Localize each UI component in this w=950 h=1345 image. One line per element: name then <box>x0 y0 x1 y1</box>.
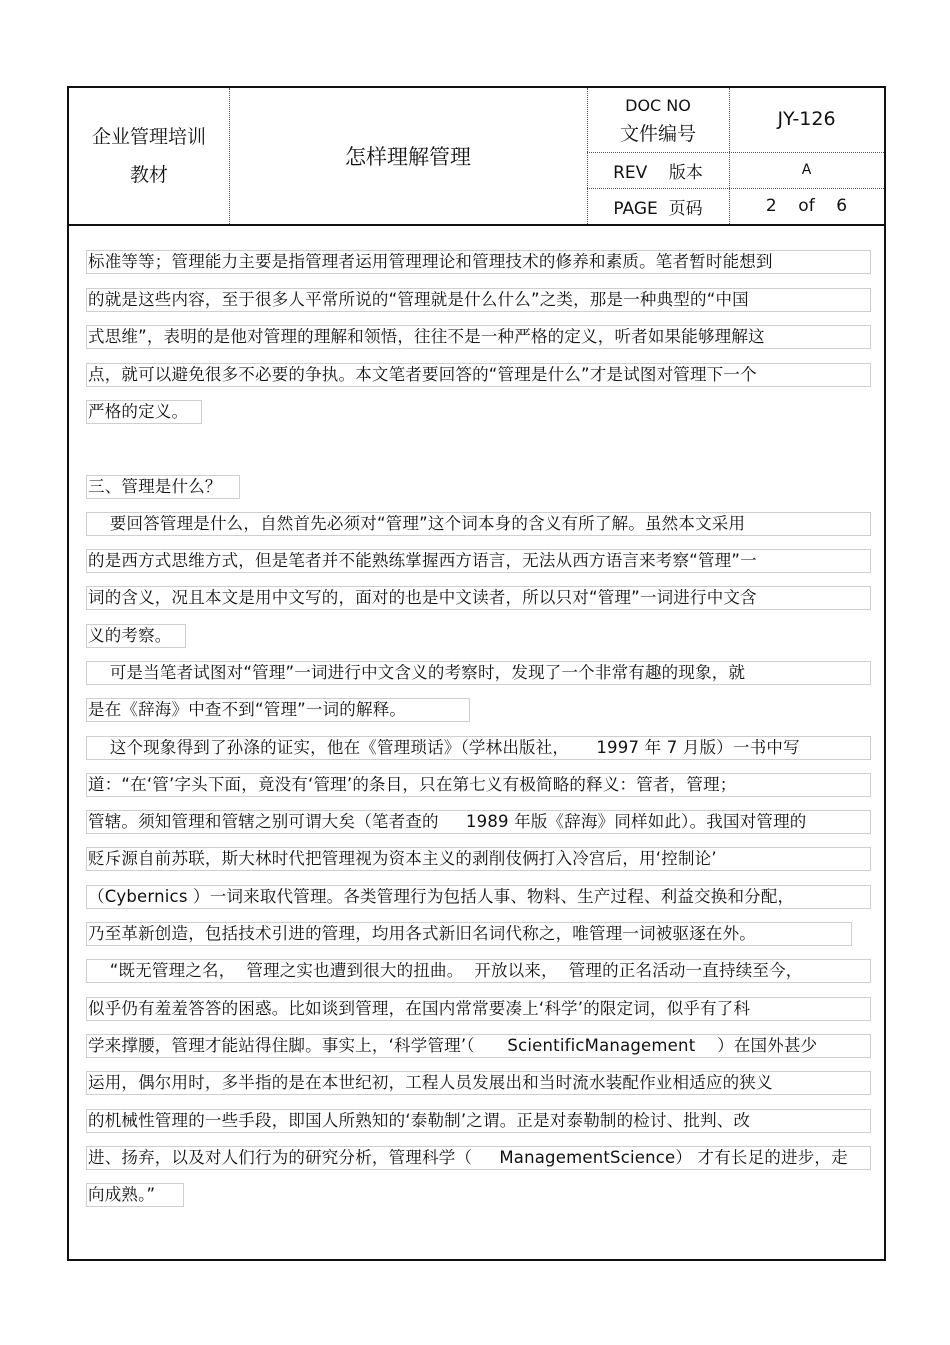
text-line: 要回答管理是什么，自然首先必须对“管理”这个词本身的含义有所了解。虽然本文采用 <box>86 512 871 536</box>
text-line: 乃至革新创造，包括技术引进的管理，均用各式新旧名词代称之，唯管理一词被驱逐在外。 <box>86 922 852 946</box>
text-line: 向成熟。” <box>86 1183 184 1207</box>
text-line: 道：“在‘管’字头下面，竟没有‘管理’的条目，只在第七义有极简略的释义：管者，管理； <box>86 773 871 797</box>
text-line: 式思维”，表明的是他对管理的理解和领悟，往往不是一种严格的定义，听者如果能够理解这 <box>86 325 871 349</box>
text-line: 的机械性管理的一些手段，即国人所熟知的‘泰勒制’之谓。正是对泰勒制的检讨、批判、改 <box>86 1109 871 1133</box>
company-line-1: 企业管理培训 <box>91 126 206 148</box>
company-line-2: 教材 <box>129 164 168 186</box>
text-line: 管辖。须知管理和管辖之别可谓大矣（笔者查的 1989 年版《辞海》同样如此）。我国对管理的 <box>86 810 871 834</box>
text-line: 的就是这些内容，至于很多人平常所说的“管理就是什么什么”之类，那是一种典型的“中国 <box>86 288 871 312</box>
document-header <box>69 88 884 226</box>
text-line: 标准等等；管理能力主要是指管理者运用管理理论和管理技术的修养和素质。笔者暂时能想到 <box>86 250 871 274</box>
text-line: 的是西方式思维方式，但是笔者并不能熟练掌握西方语言，无法从西方语言来考察“管理”一 <box>86 549 871 573</box>
page-value: 2 of 6 <box>765 196 848 216</box>
doc-no-value: JY-126 <box>777 108 836 130</box>
text-line: 贬斥源自前苏联，斯大林时代把管理视为资本主义的剥削伎俩打入冷宫后，用‘控制论’ <box>86 847 871 871</box>
text-line: 这个现象得到了孙涤的证实，他在《管理琐话》（学林出版社， 1997 年 7 月版）一书中写 <box>86 736 871 760</box>
document-title: 怎样理解管理 <box>345 145 471 169</box>
doc-no-label-cell <box>587 88 729 152</box>
doc-no-cn-label: 文件编号 <box>619 123 696 145</box>
company-cell <box>69 88 229 224</box>
page-label: PAGE 页码 <box>613 198 703 219</box>
text-line: 点，就可以避免很多不必要的争执。本文笔者要回答的“管理是什么”才是试图对管理下一个 <box>86 363 871 387</box>
text-line: 似乎仍有羞羞答答的困惑。比如谈到管理，在国内常常要凑上‘科学’的限定词，似乎有了科 <box>86 997 871 1021</box>
text-line: 可是当笔者试图对“管理”一词进行中文含义的考察时，发现了一个非常有趣的现象，就 <box>86 661 871 685</box>
text-line: 运用，偶尔用时，多半指的是在本世纪初，工程人员发展出和当时流水装配作业相适应的狭义 <box>86 1071 871 1095</box>
text-line: 词的含义，况且本文是用中文写的，面对的也是中文读者，所以只对“管理”一词进行中文含 <box>86 586 871 610</box>
text-line: “既无管理之名， 管理之实也遭到很大的扭曲。 开放以来， 管理的正名活动一直持续至今， <box>86 959 871 983</box>
doc-no-label: DOC NO <box>625 96 691 115</box>
text-line: （Cybernics ）一词来取代管理。各类管理行为包括人事、物料、生产过程、利益交换和分配， <box>86 885 871 909</box>
section-heading: 三、管理是什么？ <box>86 475 240 499</box>
text-line: 学来撑腰，管理才能站得住脚。事实上，‘科学管理’（ ScientificManagement ）在国外甚少 <box>86 1034 871 1058</box>
rev-value: A <box>801 162 812 178</box>
text-line: 义的考察。 <box>86 624 186 648</box>
text-line: 是在《辞海》中查不到“管理”一词的解释。 <box>86 698 470 722</box>
text-line: 进、扬弃，以及对人们行为的研究分析，管理科学（ ManagementScience） 才有长足的进步，走 <box>86 1146 871 1170</box>
text-line: 严格的定义。 <box>86 400 202 424</box>
document-frame <box>67 86 886 1261</box>
rev-label: REV 版本 <box>613 162 703 183</box>
